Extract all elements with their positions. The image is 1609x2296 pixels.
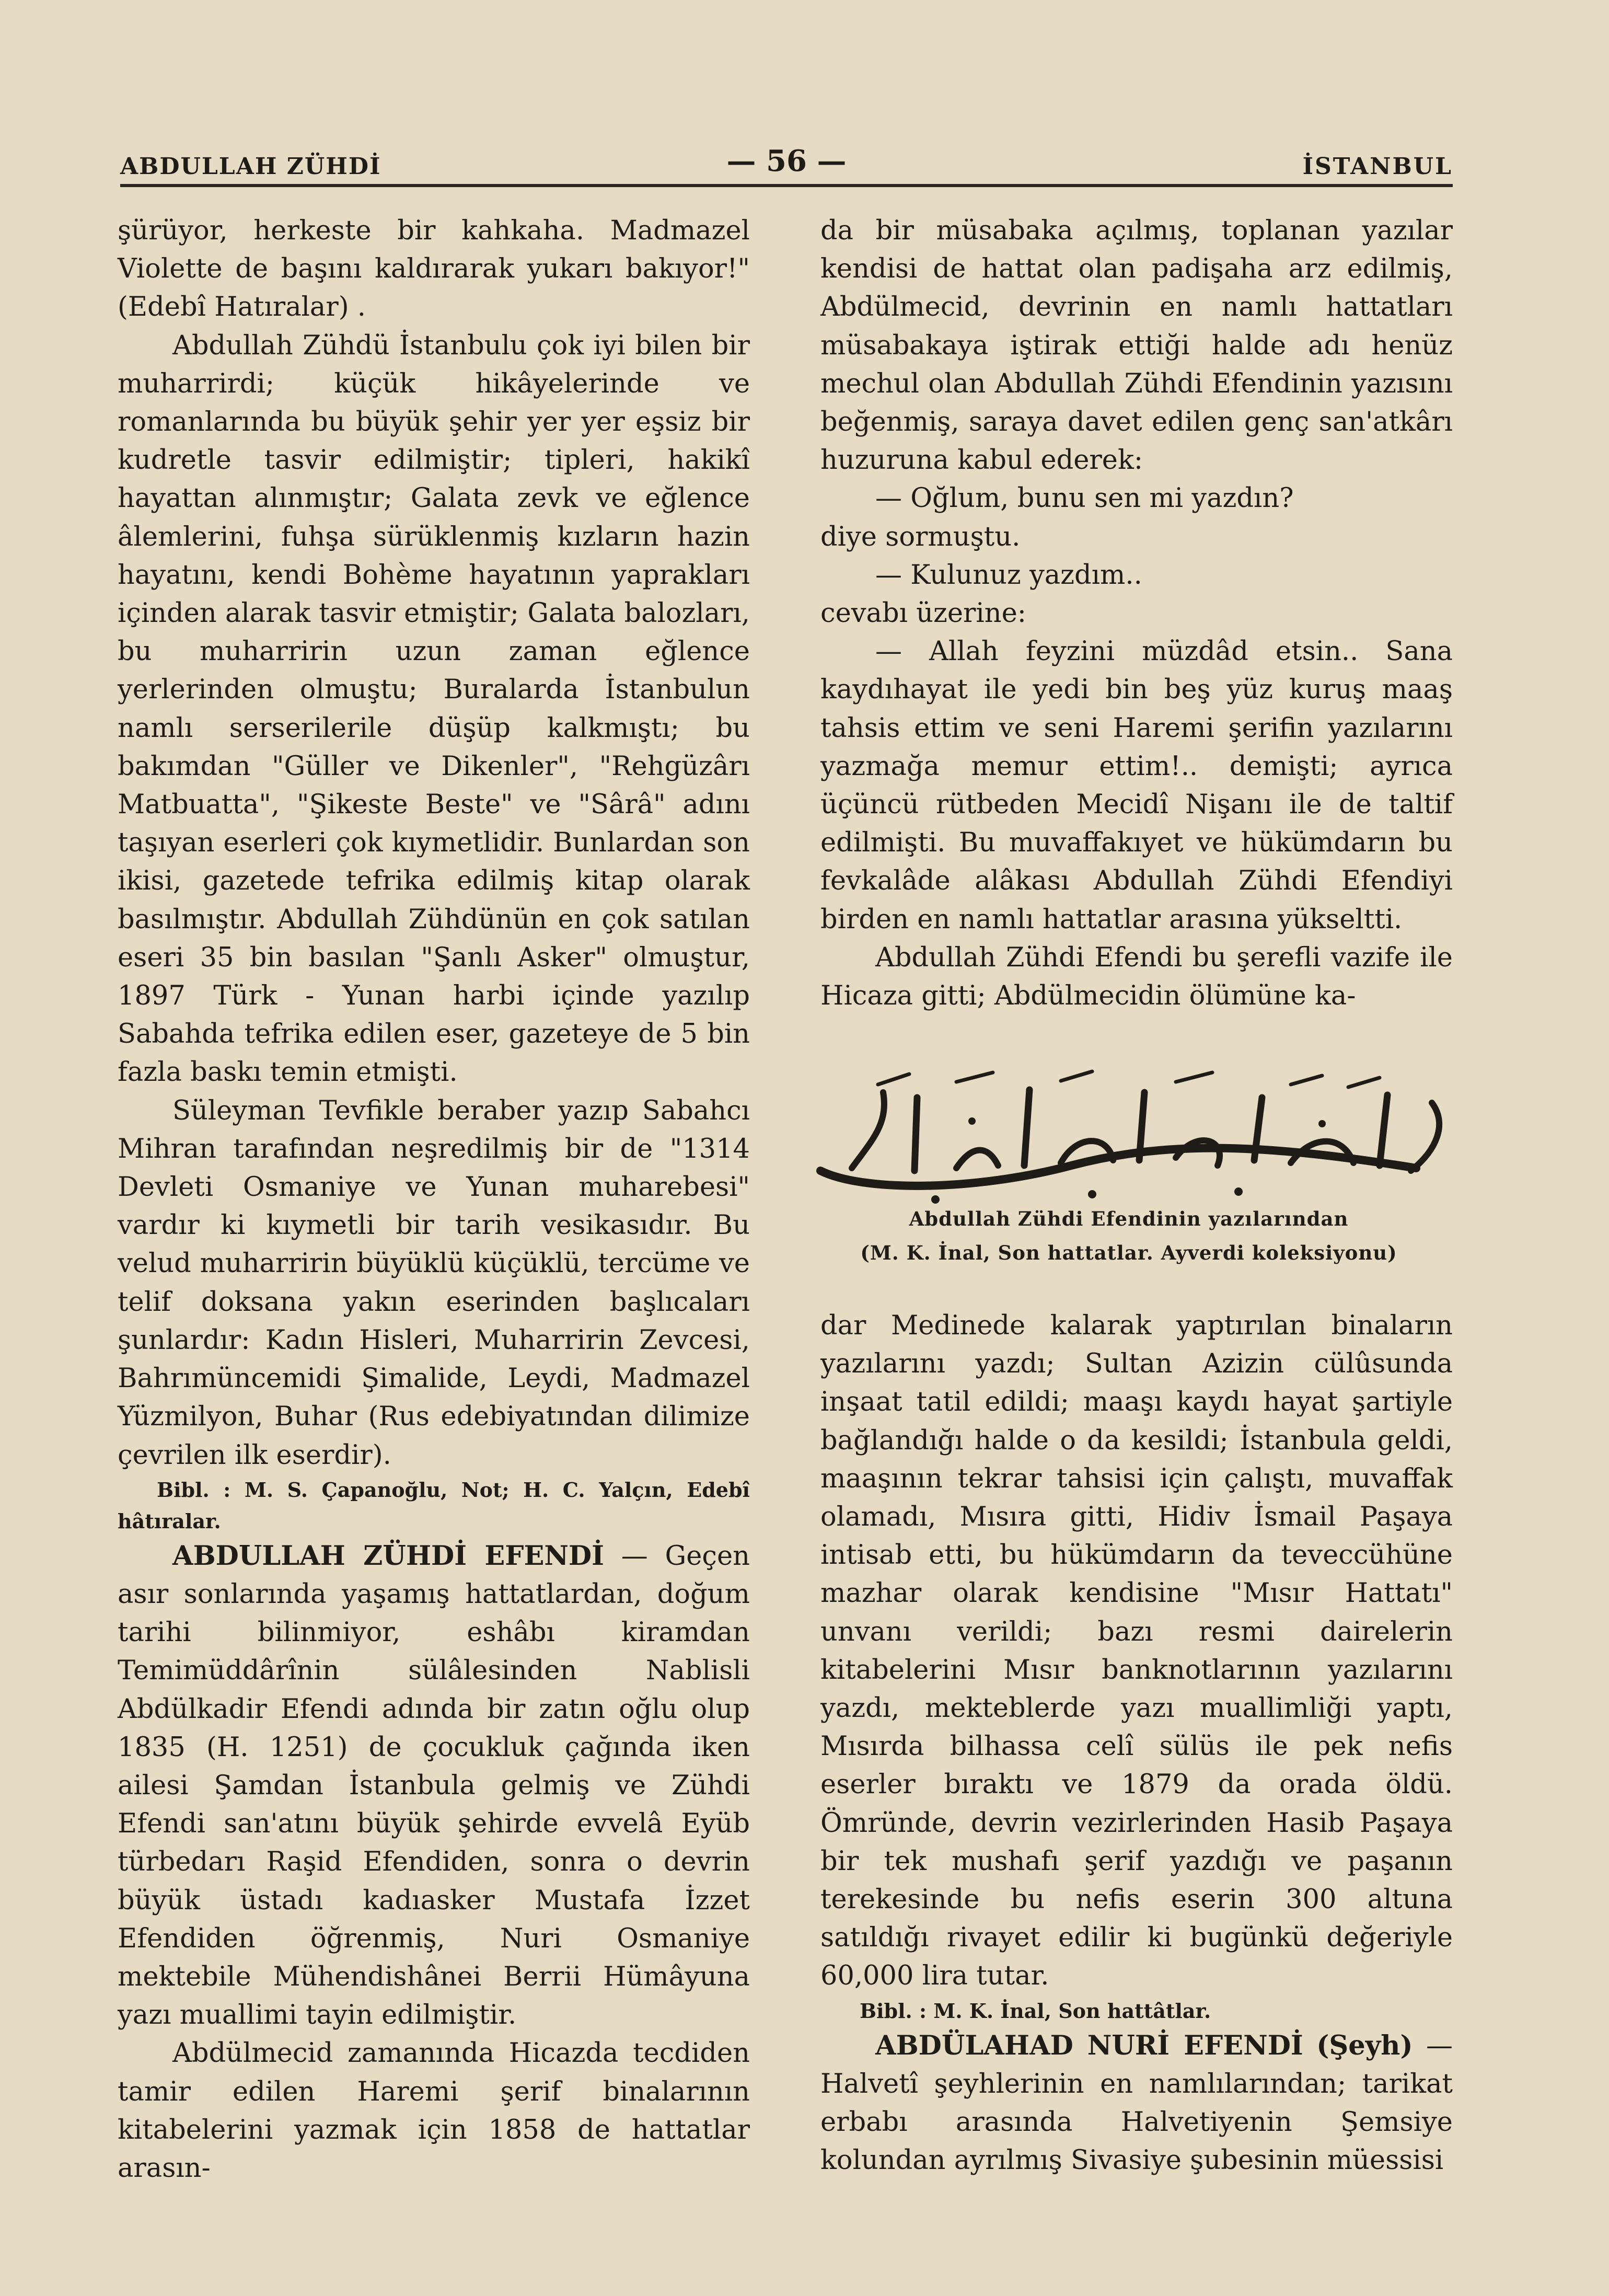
calligraphy-image [800, 1061, 1468, 1218]
right-bibliography: Bibl. : M. K. İnal, Son hattâtlar. [860, 1999, 1211, 2023]
left-paragraph-last: Abdülmecid zamanında Hicazda tecdiden tamir edilen Haremi şerif binalarının kitabelerini yazmak için 1858 de hattatlar arasın- [118, 2038, 750, 2184]
next-entry-paragraph [820, 2027, 1453, 2180]
left-paragraph-1: şürüyor, herkeste bir kahkaha. Madmazel Violette de başını kaldırarak yukarı bakıyor!" (Edebî Hatıralar) . [118, 215, 750, 323]
next-entry-heading: ABDÜLAHAD NURİ EFENDİ [875, 2029, 1303, 2061]
running-header [120, 144, 1453, 180]
left-paragraph-2: Abdullah Zühdü İstanbulu çok iyi bilen bir muharrirdi; küçük hikâyelerinde ve romanlarında bu büyük şehir yer yer eşsiz bir kudretle tasvir edilmiştir; tipleri, hakikî hayattan alınmıştır; Galata zevk ve eğlence âlemlerini, fuhşa sürüklenmiş kızların hazin hayatını, kendi Bohème hayatının yaprakları içinden alarak tasvir etmiştir; Galata balozları, bu muharririn uzun zaman eğlence yerlerinden olmuştu; Buralarda İstanbulun namlı serserilerile düşüp kalkmıştı; bu bakımdan "Güller ve Dikenler", "Rehgüzârı Matbuatta", "Şikeste Beste" ve "Sârâ" adını taşıyan eserleri çok kıymetlidir. Bunlardan son ikisi, gazetede tefrika edilmiş kitap olarak basılmıştır. Abdullah Zühdünün en çok satılan eseri 35 bin basılan "Şanlı Asker" olmuştur, 1897 Türk - Yunan harbi içinde yazılıp Sabahda tefrika edilen eser, gazeteye de 5 bin fazla baskı temin etmişti. [118, 330, 750, 1088]
right-column-bottom [820, 1307, 1453, 2179]
next-entry-suffix: (Şeyh) [1316, 2029, 1413, 2061]
left-paragraph-3: Süleyman Tevfikle beraber yazıp Sabahcı Mihran tarafından neşredilmiş bir de "1314 Devleti Osmaniye ve Yunan muharebesi" vardır ki kıymetli bir tarih vesikasıdır. Bu velud muharririn büyüklü küçüklü, tercüme ve telif doksana yakın eserinden başlıcaları şunlardır: Kadın Hisleri, Muharririn Zevcesi, Bahrımüncemidi Şimalide, Leydi, Madmazel Yüzmilyon, Buhar (Rus edebiyatından dilimize çevrilen ilk eserdir). [118, 1095, 750, 1471]
header-left: ABDULLAH ZÜHDİ [120, 153, 381, 180]
next-entry-text: — Halvetî şeyhlerinin en namlılarından; tarikat erbabı arasında Halvetiyenin Şemsiye kolundan ayrılmış Sivasiye şubesinin müessisi [820, 2030, 1453, 2176]
header-rule [120, 184, 1453, 187]
right-paragraph-1: da bir müsabaka açılmış, toplanan yazılar kendisi de hattat olan padişaha arz edilmiş, Abdülmecid, devrinin en namlı hattatları müsabakaya iştirak ettiği halde adı henüz mechul olan Abdullah Zühdi Efendinin yazısını beğenmiş, saraya davet edilen genç san'atkârı huzuruna kabul ederek: [820, 215, 1453, 476]
right-paragraph-3: dar Medinede kalarak yaptırılan binaların yazılarını yazdı; Sultan Azizin cülûsunda inşaat tatil edildi; maaşı kaydı hayat şartiyle bağlandığı halde o da kesildi; İstanbula geldi, maaşının tekrar tahsisi için çalıştı, muvaffak olamadı, Mısıra gitti, Hidiv İsmail Paşaya intisab etti, bu hükümdarın da teveccühüne mazhar olarak kendisine "Mısır Hattatı" unvanı verildi; bazı resmi dairelerin kitabelerini Mısır banknotlarının yazılarını yazdı, mekteblerde yazı muallimliği yaptı, Mısırda bilhassa celî sülüs ile pek nefis eserler bıraktı ve 1879 da orada öldü. Ömründe, devrin vezirlerinden Hasib Paşaya bir tek mushafı şerif yazdığı ve paşanın terekesinde bu nefis eserin 300 altuna satıldığı rivayet edilir ki bugünkü değeriyle 60,000 lira tutar. [820, 1310, 1453, 1992]
right-paragraph-2: Abdullah Zühdi Efendi bu şerefli vazife ile Hicaza gitti; Abdülmecidin ölümüne ka- [820, 942, 1453, 1012]
right-column-top [820, 212, 1453, 1015]
figure-caption-source: (M. K. İnal, Son hattatlar. Ayverdi koleksiyonu) [860, 1241, 1397, 1264]
right-line-1: diye sormuştu. [820, 521, 1021, 552]
right-dialogue-3: — Allah feyzini müzdâd etsin.. Sana kaydıhayat ile yedi bin beş yüz kuruş maaş tahsis ettim ve seni Haremi şerifin yazılarını yazmağa memur ettim!.. demişti; ayrıca üçüncü rütbeden Mecidî Nişanı ile de taltif edilmişti. Bu muvaffakıyet ve hükümdarın bu fevkalâde alâkası Abdullah Zühdi Efendiyi birden en namlı hattatlar arasına yükseltti. [820, 636, 1453, 935]
figure-caption-title: Abdullah Zühdi Efendinin yazılarından [909, 1207, 1349, 1230]
right-dialogue-2: — Kulunuz yazdım.. [875, 559, 1142, 591]
entry-paragraph [118, 1537, 750, 2035]
right-dialogue-1: — Oğlum, bunu sen mi yazdın? [875, 483, 1294, 514]
entry-heading: ABDULLAH ZÜHDİ EFENDİ [172, 1540, 605, 1572]
left-column [118, 212, 750, 2187]
right-line-2: cevabı üzerine: [820, 598, 1026, 629]
header-right: İSTANBUL [1302, 153, 1453, 180]
left-bibliography: Bibl. : M. S. Çapanoğlu, Not; H. C. Yalçın, Edebî hâtıralar. [118, 1478, 750, 1533]
page-number: — 56 — [726, 144, 847, 178]
entry-text: — Geçen asır sonlarında yaşamış hattatlardan, doğum tarihi bilinmiyor, eshâbı kiramdan Temimüddârînin sülâlesinden Nablisli Abdülkadir Efendi adında bir zatın oğlu olup 1835 (H. 1251) de çocukluk çağında iken ailesi Şamdan İstanbula gelmiş ve Zühdi Efendi san'atını büyük şehirde evvelâ Eyüb türbedarı Raşid Efendiden, sonra o devrin büyük üstadı kadıasker Mustafa İzzet Efendiden öğrenmiş, Nuri Osmaniye mektebile Mühendishânei Berrii Hümâyuna yazı muallimi tayin edilmiştir. [118, 1540, 750, 2031]
